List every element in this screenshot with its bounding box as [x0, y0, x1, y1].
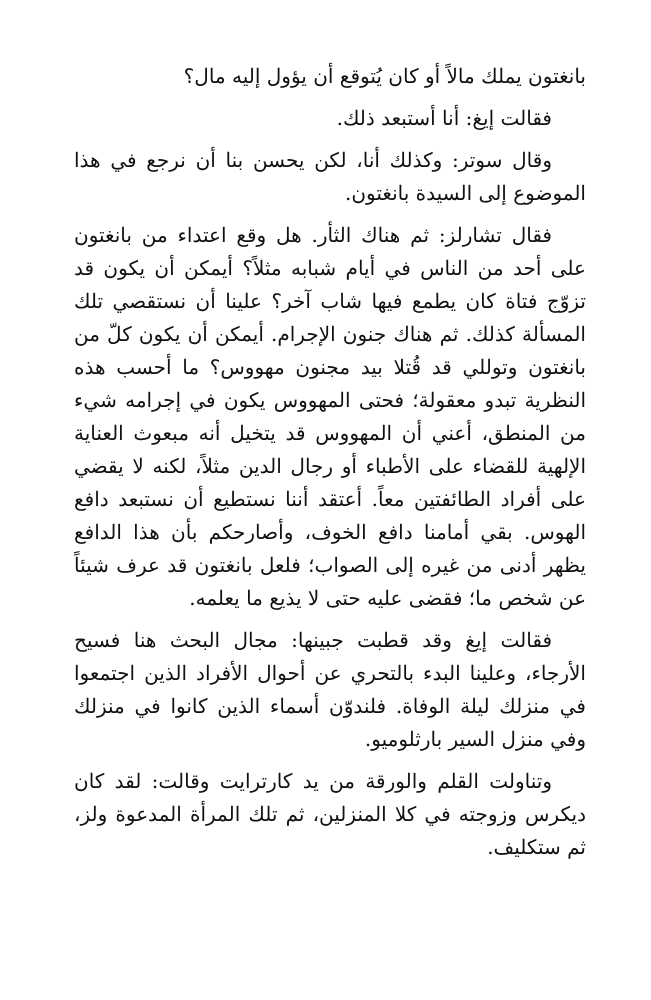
- paragraph-3: وقال سوتر: وكذلك أنا، لكن يحسن بنا أن نرجع في هذا الموضوع إلى السيدة بانغتون.: [74, 148, 586, 205]
- paragraph-2: فقالت إيغ: أنا أستبعد ذلك.: [336, 106, 552, 130]
- paragraph-6: وتناولت القلم والورقة من يد كارترايت وقالت: لقد كان ديكرس وزوجته في كلا المنزلين، ثم تلك المرأة المدعوة ولز، ثم ستكليف.: [74, 769, 586, 859]
- paragraph-4: فقال تشارلز: ثم هناك الثأر. هل وقع اعتداء من بانغتون على أحد من الناس في أيام شبابه مثلاً؟ أيمكن أن يكون قد تزوّج فتاة كان يطمع فيها شاب آخر؟ علينا أن نستقصي تلك المسألة كذلك. ثم هناك جنون الإجرام. أيمكن أن يكون كلّ من بانغتون وتوللي قد قُتلا بيد مجنون مهووس؟ ما أحسب هذه النظرية تبدو معقولة؛ فحتى المهووس يكون في إجرامه شيء من المنطق، أعني أن المهووس قد يتخيل أنه مبعوث العناية الإلهية للقضاء على الأطباء أو رجال الدين مثلاً، لكنه لا يقضي على أفراد الطائفتين معاً. أعتقد أننا نستطيع أن نستبعد دافع الهوس. بقي أمامنا دافع الخوف، وأصارحكم بأن هذا الدافع يظهر أدنى من غيره إلى الصواب؛ فلعل بانغتون قد عرف شيئاً عن شخص ما؛ فقضى عليه حتى لا يذيع ما يعلمه.: [74, 223, 587, 610]
- paragraph-5: فقالت إيغ وقد قطبت جبينها: مجال البحث هنا فسيح الأرجاء، وعلينا البدء بالتحري عن أحوال الأفراد الذين اجتمعوا في منزلك ليلة الوفاة. فلندوّن أسماء الذين كانوا في منزلك وفي منزل السير بارثلوميو.: [74, 628, 586, 751]
- paragraph-1: بانغتون يملك مالاً أو كان يُتوقع أن يؤول إليه مال؟: [183, 64, 586, 88]
- book-page: [74, 60, 586, 873]
